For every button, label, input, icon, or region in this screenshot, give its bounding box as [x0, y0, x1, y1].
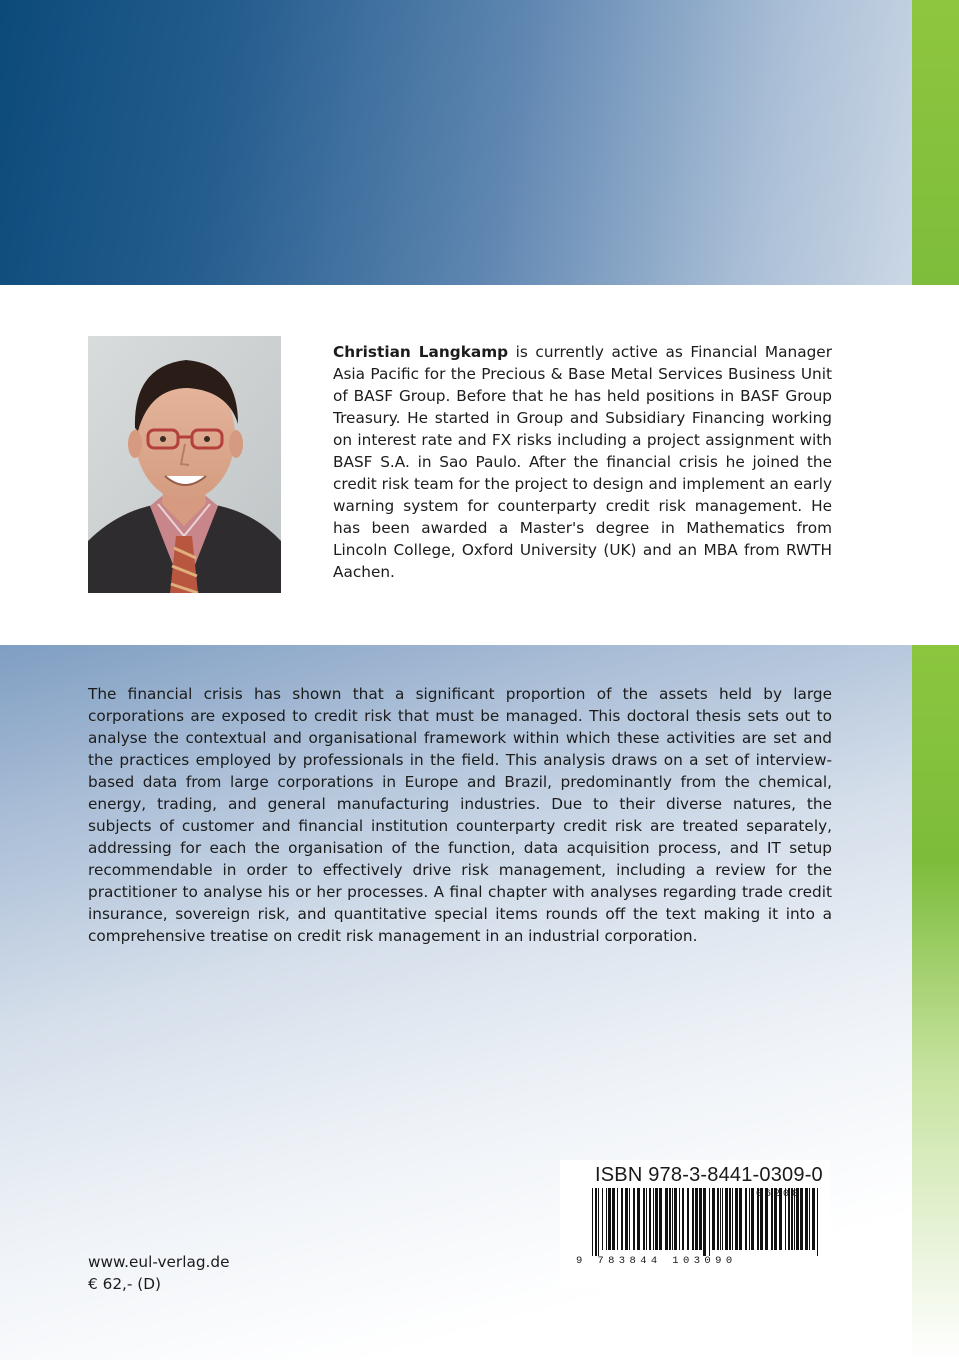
- barcode-bar: [709, 1188, 710, 1256]
- isbn-label: ISBN 978-3-8441-0309-0: [595, 1164, 823, 1186]
- publisher-website[interactable]: www.eul-verlag.de: [88, 1253, 230, 1271]
- barcode-bar: [751, 1188, 754, 1250]
- price-label: € 62,- (D): [88, 1275, 162, 1293]
- barcode-bar: [643, 1188, 645, 1250]
- barcode-bar: [629, 1188, 630, 1250]
- barcode-bar: [809, 1188, 810, 1250]
- barcode-bar: [602, 1188, 603, 1250]
- barcode-bar: [669, 1188, 671, 1250]
- barcode-bar: [699, 1188, 702, 1250]
- top-green-strip: [912, 0, 959, 285]
- barcode-bar: [687, 1188, 689, 1250]
- barcode-bar: [598, 1188, 599, 1256]
- bottom-green-strip: [912, 645, 959, 1360]
- barcode-bar: [633, 1188, 635, 1250]
- barcode-bar: [672, 1188, 673, 1250]
- barcode-bar: [692, 1188, 694, 1250]
- book-abstract: The financial crisis has shown that a significant proportion of the assets held by large corporations are exposed to credit risk that must be managed. This doctoral thesis sets out to analyse the contextual and organisational framework within which these activities are set and the practices employed by professionals in the field. This analysis draws on a set of interview-based data from large corporations in Europe and Brazil, predominantly from the chemical, energy, trading, and general manufacturing industries. Due to their diverse natures, the subjects of customer and financial institution counterparty credit risk are treated separately, addressing for each the organisation of the function, data acquisition process, and IT setup recommendable in order to effectively drive risk management, including a review for the practitioner to analyse his or her processes. A final chapter with analyses regarding trade credit insurance, sovereign risk, and quantitative special items rounds off the text making it into a comprehensive treatise on credit risk management in an industrial corporation.: [88, 685, 832, 945]
- barcode-bar: [735, 1188, 738, 1250]
- barcode-bar: [653, 1188, 654, 1250]
- barcode-bar: [712, 1188, 715, 1250]
- barcode-bar: [695, 1188, 698, 1250]
- author-photo: [88, 336, 281, 593]
- barcode-bar: [665, 1188, 668, 1250]
- barcode-bar: [717, 1188, 719, 1250]
- barcode-price-code: 06200: [756, 1189, 802, 1200]
- barcode-bar: [732, 1188, 733, 1250]
- barcode-bar: [649, 1188, 651, 1250]
- barcode-bar: [749, 1188, 750, 1250]
- author-portrait-icon: [88, 336, 281, 593]
- barcode-bar: [679, 1188, 680, 1250]
- barcode-bar: [608, 1188, 611, 1250]
- barcode-bar: [720, 1188, 721, 1250]
- barcode-bar: [621, 1188, 623, 1250]
- barcode-bar: [659, 1188, 662, 1250]
- barcode-bar: [817, 1188, 818, 1256]
- author-bio: [333, 341, 832, 583]
- barcode-bar: [606, 1188, 607, 1250]
- barcode-bar: [595, 1188, 597, 1256]
- author-name: Christian Langkamp: [333, 343, 509, 361]
- barcode-bar: [703, 1188, 706, 1256]
- barcode-bar: [729, 1188, 731, 1250]
- barcode-bar: [725, 1188, 728, 1250]
- barcode-bar: [739, 1188, 742, 1250]
- top-color-band: [0, 0, 912, 285]
- barcode-bar: [722, 1188, 723, 1250]
- barcode-bar: [646, 1188, 647, 1250]
- barcode-digits: 9 783844 103090: [576, 1255, 737, 1267]
- barcode-bar: [674, 1188, 677, 1250]
- barcode-bar: [655, 1188, 658, 1250]
- barcode-bar: [625, 1188, 628, 1250]
- barcode-bar: [592, 1188, 593, 1256]
- barcode-bar: [617, 1188, 618, 1250]
- isbn-barcode: [560, 1160, 830, 1290]
- footer: [88, 1251, 230, 1295]
- author-bio-text: is currently active as Financial Manager Asia Pacific for the Precious & Base Metal Services Business Unit of BASF Group. Before that he has held positions in BASF Group Treasury. He started in Group and Subsidiary Financing working on interest rate and FX risks including a project assignment with BASF S.A. in Sao Paulo. After the financial crisis he joined the credit risk team for the project to design and implement an early warning system for counterparty credit risk management. He has been awarded a Master's degree in Mathematics from Lincoln College, Oxford University (UK) and an MBA from RWTH Aachen.: [333, 343, 832, 581]
- barcode-bar: [812, 1188, 815, 1250]
- barcode-bar: [745, 1188, 747, 1250]
- barcode-bar: [682, 1188, 684, 1250]
- barcode-bar: [612, 1188, 615, 1250]
- barcode-bar: [805, 1188, 808, 1250]
- barcode-bar: [637, 1188, 640, 1250]
